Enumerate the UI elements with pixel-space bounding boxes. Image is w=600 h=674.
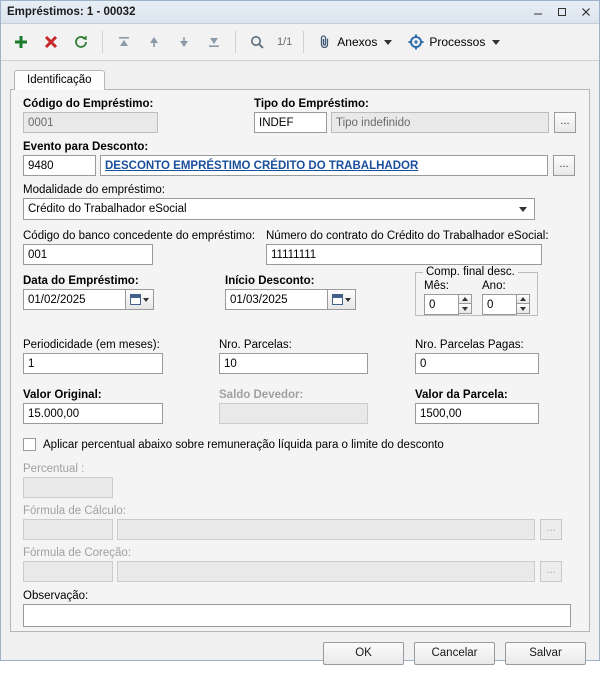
comp-final-title: Comp. final desc. xyxy=(423,266,518,278)
formula-calculo-code-input xyxy=(23,519,113,540)
tab-strip xyxy=(14,67,590,89)
tipo-emprestimo-code-input[interactable] xyxy=(254,112,327,133)
formula-correcao-browse-button: ... xyxy=(540,561,562,582)
window-title: Empréstimos: 1 - 00032 xyxy=(7,6,136,18)
banco-input[interactable] xyxy=(23,244,153,265)
field-formula-correcao xyxy=(23,547,562,582)
chevron-down-icon xyxy=(492,40,500,45)
aplicar-percentual-row[interactable] xyxy=(23,438,444,451)
comp-mes-label: Mês: xyxy=(424,280,449,292)
nro-parcelas-pagas-label: Nro. Parcelas Pagas: xyxy=(415,339,524,351)
banco-label: Código do banco concedente do empréstimo: xyxy=(23,230,256,242)
last-record-button[interactable] xyxy=(200,28,228,56)
caret-down-icon xyxy=(462,307,468,311)
plus-icon xyxy=(13,34,29,50)
field-percentual xyxy=(23,463,113,498)
refresh-button[interactable] xyxy=(67,28,95,56)
tipo-emprestimo-description-input[interactable] xyxy=(331,112,549,133)
refresh-icon xyxy=(73,34,89,50)
previous-record-icon xyxy=(146,34,162,50)
field-banco xyxy=(23,230,255,265)
record-pager: 1/1 xyxy=(277,36,293,48)
field-modalidade xyxy=(23,184,535,220)
last-record-icon xyxy=(206,34,222,50)
field-nro-parcelas xyxy=(219,339,368,374)
field-valor-original xyxy=(23,389,163,424)
tab-identificacao[interactable] xyxy=(14,70,105,90)
valor-parcela-input[interactable] xyxy=(415,403,539,424)
contrato-input[interactable] xyxy=(266,244,542,265)
aplicar-percentual-label: Aplicar percentual abaixo sobre remuneração líquida para o limite do desconto xyxy=(43,438,444,451)
valor-original-label: Valor Original: xyxy=(23,389,102,401)
minimize-icon xyxy=(533,7,543,17)
codigo-emprestimo-input[interactable] xyxy=(23,112,158,133)
toolbar-separator-1 xyxy=(102,31,103,53)
previous-record-button[interactable] xyxy=(140,28,168,56)
formula-calculo-input xyxy=(117,519,535,540)
valor-parcela-label: Valor da Parcela: xyxy=(415,389,508,401)
search-icon xyxy=(249,34,265,50)
ok-button[interactable]: OK xyxy=(323,642,404,665)
field-saldo-devedor xyxy=(219,389,368,424)
observacao-input[interactable] xyxy=(23,604,571,627)
caret-up-icon xyxy=(462,297,468,301)
field-inicio-desconto xyxy=(225,275,356,310)
first-record-button[interactable] xyxy=(110,28,138,56)
formula-correcao-input xyxy=(117,561,535,582)
formula-calculo-label: Fórmula de Cálculo: xyxy=(23,505,126,517)
calendar-icon xyxy=(130,294,141,305)
chevron-down-icon xyxy=(384,40,392,45)
inicio-desconto-calendar-button[interactable] xyxy=(328,289,356,310)
delete-record-button[interactable] xyxy=(37,28,65,56)
percentual-input xyxy=(23,477,113,498)
inicio-desconto-label: Início Desconto: xyxy=(225,275,315,287)
observacao-label: Observação: xyxy=(23,590,89,602)
modalidade-select[interactable] xyxy=(23,198,535,220)
data-emprestimo-label: Data do Empréstimo: xyxy=(23,275,139,287)
cancel-button[interactable]: Cancelar xyxy=(414,642,495,665)
field-periodicidade xyxy=(23,339,163,374)
toolbar xyxy=(1,24,599,61)
close-icon xyxy=(581,7,591,17)
restore-icon xyxy=(558,8,566,16)
chevron-down-icon xyxy=(143,298,149,302)
next-record-button[interactable] xyxy=(170,28,198,56)
evento-desconto-browse-button[interactable]: ... xyxy=(553,155,575,176)
chevron-down-icon xyxy=(345,298,351,302)
dialog-footer xyxy=(1,632,599,674)
field-formula-calculo xyxy=(23,505,562,540)
comp-ano-input[interactable] xyxy=(482,294,517,315)
field-valor-parcela xyxy=(415,389,539,424)
search-button[interactable] xyxy=(243,28,271,56)
periodicidade-input[interactable] xyxy=(23,353,163,374)
caret-down-icon xyxy=(520,307,526,311)
codigo-emprestimo-label: Código do Empréstimo: xyxy=(23,98,154,110)
field-data-emprestimo xyxy=(23,275,154,310)
window-controls xyxy=(527,3,597,21)
identificacao-panel xyxy=(10,89,590,632)
comp-mes-stepper[interactable] xyxy=(459,294,472,315)
field-contrato xyxy=(266,230,549,265)
toolbar-separator-2 xyxy=(235,31,236,53)
close-button[interactable] xyxy=(575,3,597,21)
periodicidade-label: Periodicidade (em meses): xyxy=(23,339,160,351)
attachments-menu[interactable] xyxy=(311,30,399,54)
field-tipo-emprestimo xyxy=(254,98,576,133)
comp-ano-increment[interactable] xyxy=(517,294,530,304)
comp-mes-input[interactable] xyxy=(424,294,459,315)
inicio-desconto-input[interactable] xyxy=(225,289,328,310)
content-area xyxy=(1,61,599,632)
comp-mes-increment[interactable] xyxy=(459,294,472,304)
aplicar-percentual-checkbox[interactable] xyxy=(23,438,36,451)
nro-parcelas-input[interactable] xyxy=(219,353,368,374)
delete-x-icon xyxy=(43,34,59,50)
saldo-devedor-input xyxy=(219,403,368,424)
tipo-emprestimo-browse-button[interactable]: ... xyxy=(554,112,576,133)
next-record-icon xyxy=(176,34,192,50)
processes-menu[interactable] xyxy=(401,30,507,54)
data-emprestimo-calendar-button[interactable] xyxy=(126,289,154,310)
evento-desconto-code-input[interactable] xyxy=(23,155,96,176)
tipo-emprestimo-label: Tipo do Empréstimo: xyxy=(254,98,369,110)
comp-ano-stepper[interactable] xyxy=(517,294,530,315)
title-bar xyxy=(1,1,599,24)
formula-correcao-label: Fórmula de Coreção: xyxy=(23,547,132,559)
saldo-devedor-label: Saldo Devedor: xyxy=(219,389,304,401)
tab-label: Identificação xyxy=(27,74,92,86)
gear-icon xyxy=(408,34,424,50)
processes-label: Processos xyxy=(429,35,486,49)
formula-calculo-browse-button: ... xyxy=(540,519,562,540)
attachments-label: Anexos xyxy=(337,35,378,49)
field-observacao xyxy=(23,590,571,627)
evento-desconto-description-field[interactable] xyxy=(100,155,548,176)
first-record-icon xyxy=(116,34,132,50)
toolbar-separator-3 xyxy=(303,31,304,53)
field-codigo-emprestimo xyxy=(23,98,158,133)
save-button[interactable]: Salvar xyxy=(505,642,586,665)
modalidade-label: Modalidade do empréstimo: xyxy=(23,184,165,196)
field-nro-parcelas-pagas xyxy=(415,339,539,374)
paperclip-icon xyxy=(318,34,332,50)
field-comp-mes xyxy=(424,280,472,315)
field-evento-desconto xyxy=(23,141,575,176)
evento-desconto-link[interactable]: DESCONTO EMPRÉSTIMO CRÉDITO DO TRABALHADOR xyxy=(105,159,419,172)
comp-mes-decrement[interactable] xyxy=(459,304,472,314)
field-comp-ano xyxy=(482,280,530,315)
data-emprestimo-input[interactable] xyxy=(23,289,126,310)
comp-ano-decrement[interactable] xyxy=(517,304,530,314)
comp-final-group xyxy=(415,266,538,316)
minimize-button[interactable] xyxy=(527,3,549,21)
add-record-button[interactable] xyxy=(7,28,35,56)
comp-ano-label: Ano: xyxy=(482,280,506,292)
caret-up-icon xyxy=(520,297,526,301)
evento-desconto-label: Evento para Desconto: xyxy=(23,141,149,153)
formula-correcao-code-input xyxy=(23,561,113,582)
restore-button[interactable] xyxy=(551,3,573,21)
contrato-label: Número do contrato do Crédito do Trabalhador eSocial: xyxy=(266,230,549,242)
calendar-icon xyxy=(332,294,343,305)
nro-parcelas-pagas-input[interactable] xyxy=(415,353,539,374)
valor-original-input[interactable] xyxy=(23,403,163,424)
percentual-label: Percentual : xyxy=(23,463,85,475)
nro-parcelas-label: Nro. Parcelas: xyxy=(219,339,292,351)
